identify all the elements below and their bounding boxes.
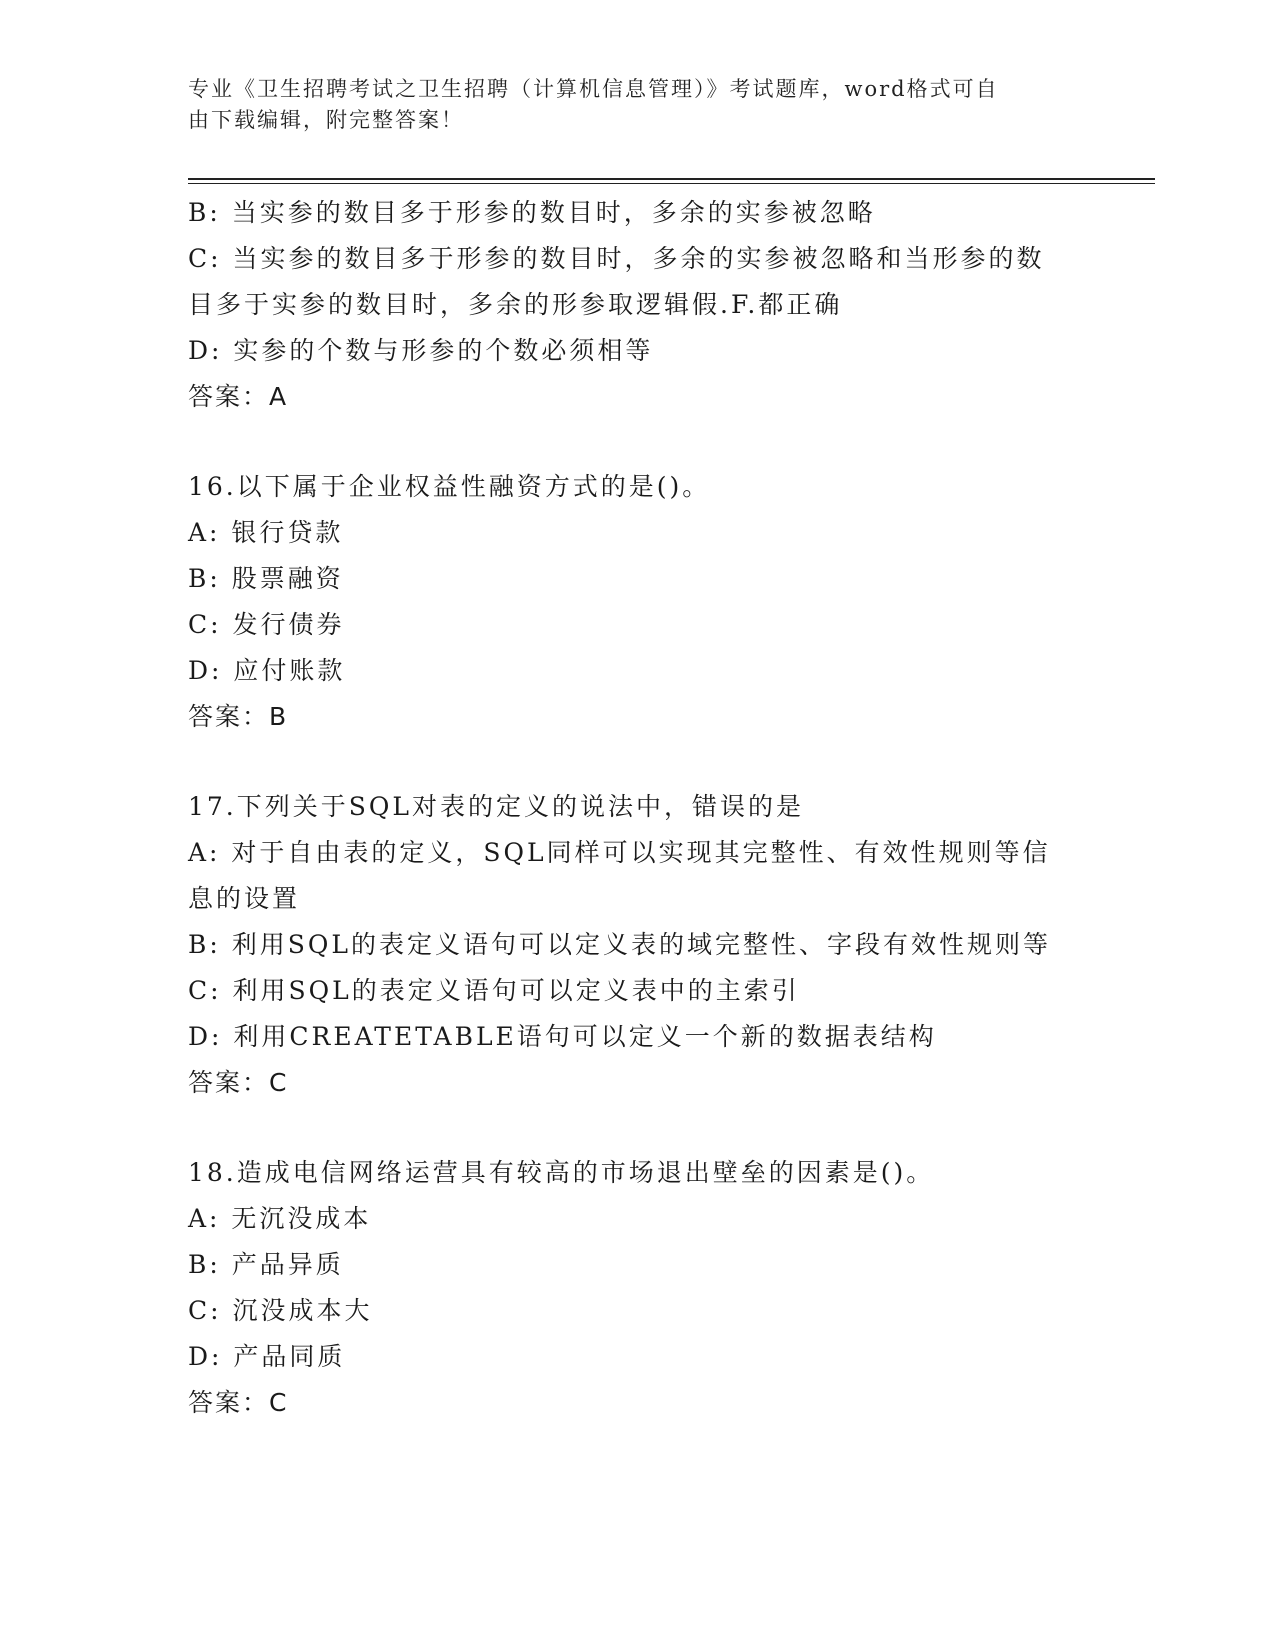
question-stem: 18.造成电信网络运营具有较高的市场退出壁垒的因素是()。 xyxy=(188,1158,935,1187)
option-line: B: 利用SQL的表定义语句可以定义表的域完整性、字段有效性规则等 xyxy=(188,930,1051,959)
answer-line: 答案：A xyxy=(188,382,289,411)
question-18 xyxy=(188,1150,1078,1426)
question-17 xyxy=(188,784,1078,1106)
header-line-1: 专业《卫生招聘考试之卫生招聘（计算机信息管理）》考试题库，word格式可自 xyxy=(188,77,999,101)
page-header xyxy=(188,74,1068,136)
option-line: D: 利用CREATETABLE语句可以定义一个新的数据表结构 xyxy=(188,1022,937,1051)
option-line: B: 股票融资 xyxy=(188,564,344,593)
option-line: C: 利用SQL的表定义语句可以定义表中的主索引 xyxy=(188,976,800,1005)
option-line: B: 产品异质 xyxy=(188,1250,344,1279)
option-line: B: 当实参的数目多于形参的数目时，多余的实参被忽略 xyxy=(188,198,876,227)
header-line-2: 由下载编辑，附完整答案！ xyxy=(188,108,464,132)
option-line: D: 应付账款 xyxy=(188,656,346,685)
question-stem: 17.下列关于SQL对表的定义的说法中，错误的是 xyxy=(188,792,804,821)
header-rule xyxy=(188,178,1155,180)
answer-line: 答案：C xyxy=(188,1068,289,1097)
answer-line: 答案：C xyxy=(188,1388,289,1417)
option-line: D: 产品同质 xyxy=(188,1342,346,1371)
option-line: A: 对于自由表的定义，SQL同样可以实现其完整性、有效性规则等信 xyxy=(188,838,1051,867)
option-line: C: 沉没成本大 xyxy=(188,1296,373,1325)
header-rule-thin xyxy=(188,183,1155,184)
question-16 xyxy=(188,464,1078,740)
option-line: A: 无沉没成本 xyxy=(188,1204,372,1233)
option-line: D: 实参的个数与形参的个数必须相等 xyxy=(188,336,654,365)
option-line: A: 银行贷款 xyxy=(188,518,344,547)
answer-line: 答案：B xyxy=(188,702,289,731)
option-line: 目多于实参的数目时，多余的形参取逻辑假.F.都正确 xyxy=(188,290,843,319)
option-line: C: 发行债券 xyxy=(188,610,345,639)
question-stem: 16.以下属于企业权益性融资方式的是()。 xyxy=(188,472,711,501)
document-body xyxy=(188,190,1078,1426)
question-15-continued xyxy=(188,190,1078,420)
option-line: 息的设置 xyxy=(188,884,301,913)
option-line: C: 当实参的数目多于形参的数目时，多余的实参被忽略和当形参的数 xyxy=(188,244,1045,273)
